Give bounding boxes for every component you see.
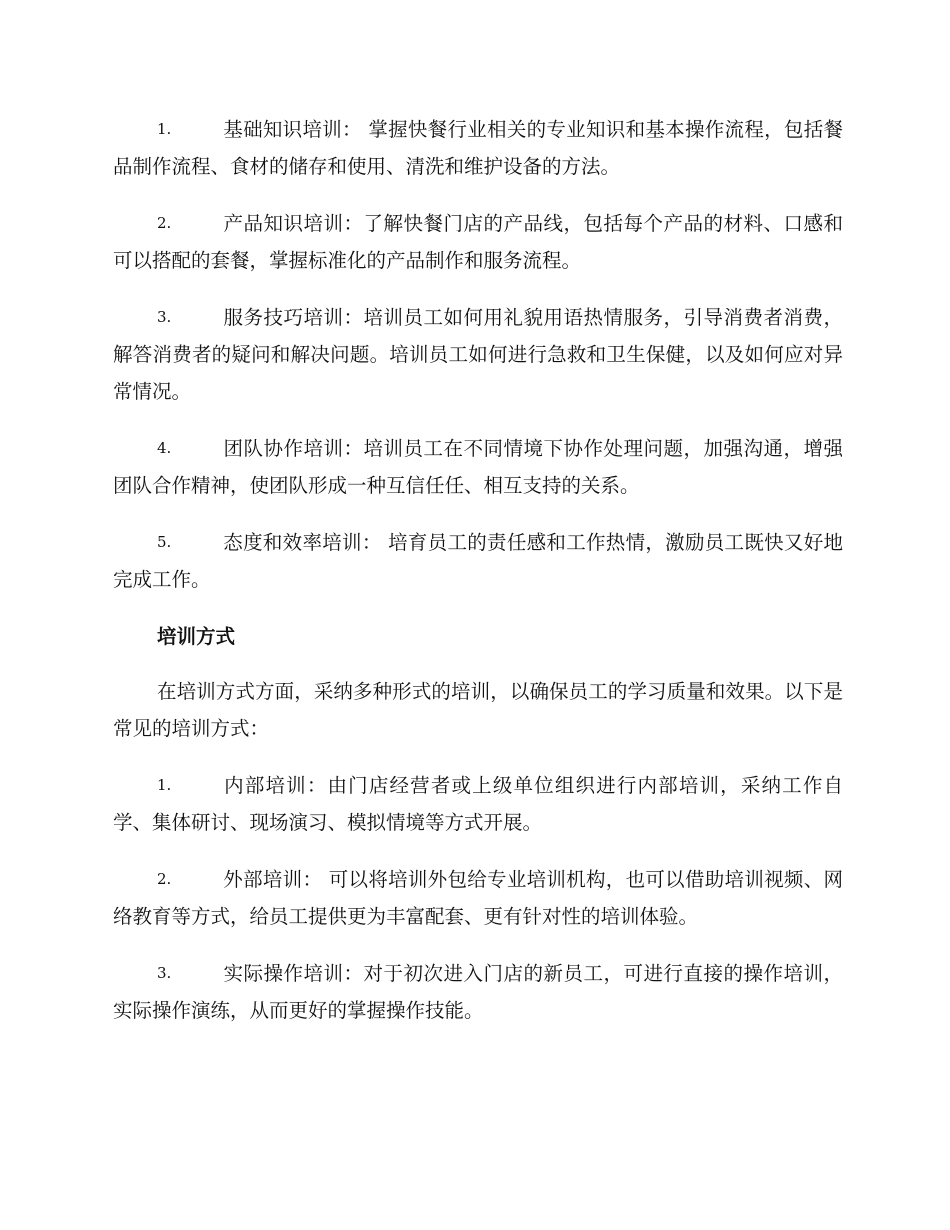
list-item — [113, 299, 843, 410]
list-item-text: 实际操作培训：对于初次进入门店的新员工，可进行直接的操作培训，实际操作演练，从而更好的掌握操作技能。 — [113, 962, 843, 1022]
list-item-text: 产品知识培训：了解快餐门店的产品线，包括每个产品的材料、口感和可以搭配的套餐，掌握标准化的产品制作和服务流程。 — [113, 212, 843, 272]
list-item-number: 1. — [157, 776, 172, 794]
list-item-text: 服务技巧培训：培训员工如何用礼貌用语热情服务，引导消费者消费，解答消费者的疑问和解决问题。培训员工如何进行急救和卫生保健，以及如何应对异常情况。 — [113, 306, 843, 403]
list-item-text: 团队协作培训：培训员工在不同情境下协作处理问题，加强沟通，增强团队合作精神，使团队形成一种互信任任、相互支持的关系。 — [113, 437, 843, 497]
list-item-number: 3. — [157, 308, 172, 326]
list-item-text: 外部培训： 可以将培训外包给专业培训机构，也可以借助培训视频、网络教育等方式，给员工提供更为丰富配套、更有针对性的培训体验。 — [113, 868, 843, 928]
list-item — [113, 767, 843, 841]
list-item — [113, 205, 843, 279]
list-item-number: 3. — [157, 964, 172, 982]
list-item — [113, 430, 843, 504]
list-item — [113, 955, 843, 1029]
list-item-text: 态度和效率培训： 培育员工的责任感和工作热情，激励员工既快又好地完成工作。 — [113, 531, 843, 591]
list-item-number: 2. — [157, 214, 172, 232]
list-item-number: 1. — [157, 120, 172, 138]
section-heading: 培训方式 — [157, 625, 236, 648]
list-item — [113, 524, 843, 598]
list-item — [113, 111, 843, 185]
list-item-number: 2. — [157, 870, 172, 888]
list-item — [113, 861, 843, 935]
list-item-number: 5. — [157, 533, 172, 551]
list-item-text: 基础知识培训： 掌握快餐行业相关的专业知识和基本操作流程，包括餐品制作流程、食材的储存和使用、清洗和维护设备的方法。 — [113, 118, 843, 178]
intro-paragraph: 在培训方式方面，采纳多种形式的培训，以确保员工的学习质量和效果。以下是常见的培训方式： — [113, 680, 843, 740]
list-item-text: 内部培训：由门店经营者或上级单位组织进行内部培训，采纳工作自学、集体研讨、现场演习、模拟情境等方式开展。 — [113, 774, 843, 834]
document-body — [113, 111, 843, 1049]
list-item-number: 4. — [157, 439, 172, 457]
